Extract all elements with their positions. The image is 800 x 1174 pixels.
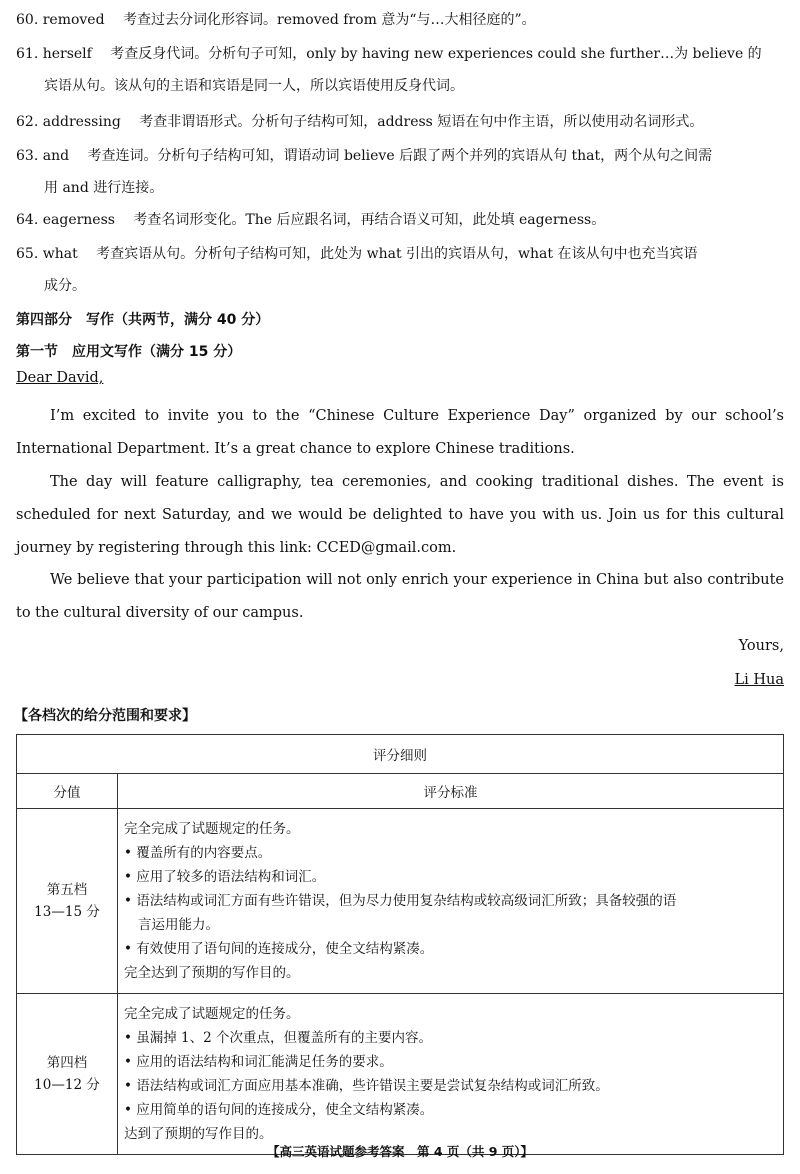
letter-paragraph-2: The day will feature calligraphy, tea ceremonies, and cooking traditional dishes. The event is scheduled for next Saturday, and we would be delighted to have you with us. Join us for this cultural journey by registering through this link: CCED@gmail.com. [16, 474, 784, 556]
scoring-rubric-table [16, 734, 784, 1155]
letter-signature: Li Hua [734, 672, 784, 688]
answer-65 [16, 238, 784, 302]
criteria-cell [118, 809, 784, 994]
answer-explanation-continued: 成分。 [44, 278, 86, 294]
answer-word: eagerness [42, 212, 115, 228]
answer-61 [16, 38, 784, 102]
answer-word: and [42, 148, 70, 164]
band-range: 10—12 分 [34, 1077, 100, 1093]
table-row [17, 994, 784, 1155]
answer-explanation: 考查过去分词化形容词。removed from 意为“与…大相径庭的”。 [123, 12, 536, 28]
column-header-standard: 评分标准 [118, 774, 784, 809]
band-name: 第五档 [46, 882, 88, 898]
answer-explanation: 考查反身代词。分析句子可知，only by having new experiences could she further…为 believe 的 [110, 46, 762, 62]
letter-paragraph-3: We believe that your participation will not only enrich your experience in China but also contribute to the cultural diversity of our campus. [16, 572, 784, 621]
criteria-line: 达到了预期的写作目的。 [124, 1126, 273, 1142]
letter-closing: Yours, [738, 638, 784, 654]
answer-explanation: 考查宾语从句。分析句子结构可知，此处为 what 引出的宾语从句，what 在该从句中也充当宾语 [96, 246, 698, 262]
answer-word: herself [42, 46, 92, 62]
criteria-line: • 应用简单的语句间的连接成分，使全文结构紧凑。 [124, 1102, 434, 1118]
band-name: 第四档 [46, 1055, 88, 1071]
answer-word: removed [42, 12, 105, 28]
criteria-line: 言运用能力。 [138, 917, 219, 933]
band-cell [17, 809, 118, 994]
criteria-line: • 应用的语法结构和词汇能满足任务的要求。 [124, 1054, 393, 1070]
section-1-heading: 第一节 应用文写作（满分 15 分） [16, 344, 242, 360]
criteria-line: • 有效使用了语句间的连接成分，使全文结构紧凑。 [124, 941, 434, 957]
answer-word: what [42, 246, 78, 262]
answer-number: 61. [16, 46, 39, 62]
answer-number: 60. [16, 12, 39, 28]
answer-word: addressing [42, 114, 121, 130]
criteria-line: • 语法结构或词汇方面有些许错误，但为尽力使用复杂结构或较高级词汇所致；具备较强的语 [124, 893, 677, 909]
band-cell [17, 994, 118, 1155]
letter-salutation: Dear David, [16, 370, 104, 386]
column-header-score: 分值 [17, 774, 118, 809]
criteria-line: 完全完成了试题规定的任务。 [124, 821, 300, 837]
rubric-heading: 【各档次的给分范围和要求】 [14, 708, 196, 724]
answer-64 [16, 204, 784, 236]
criteria-cell [118, 994, 784, 1155]
answer-number: 63. [16, 148, 39, 164]
criteria-line: 完全达到了预期的写作目的。 [124, 965, 300, 981]
answer-explanation: 考查连词。分析句子结构可知，谓语动词 believe 后跟了两个并列的宾语从句 that，两个从句之间需 [87, 148, 713, 164]
rubric-header-row [17, 774, 784, 809]
answer-explanation: 考查非谓语形式。分析句子结构可知，address 短语在句中作主语，所以使用动名词形式。 [139, 114, 704, 130]
answer-62 [16, 106, 784, 138]
criteria-line: • 虽漏掉 1、2 个次重点，但覆盖所有的主要内容。 [124, 1030, 433, 1046]
rubric-title-row [17, 735, 784, 774]
rubric-title: 评分细则 [17, 735, 784, 774]
answer-63 [16, 140, 784, 204]
band-range: 13—15 分 [34, 904, 100, 920]
answer-explanation: 考查名词形变化。The 后应跟名词，再结合语义可知，此处填 eagerness。 [133, 212, 606, 228]
answer-explanation-continued: 用 and 进行连接。 [44, 180, 164, 196]
section-4-heading: 第四部分 写作（共两节，满分 40 分） [16, 312, 270, 328]
answer-number: 64. [16, 212, 39, 228]
criteria-line: 完全完成了试题规定的任务。 [124, 1006, 300, 1022]
letter-paragraph-1: I’m excited to invite you to the “Chinese Culture Experience Day” organized by our school’s International Department. It’s a great chance to explore Chinese traditions. [16, 408, 784, 457]
criteria-line: • 覆盖所有的内容要点。 [124, 845, 272, 861]
criteria-line: • 应用了较多的语法结构和词汇。 [124, 869, 326, 885]
table-row [17, 809, 784, 994]
answer-60 [16, 4, 784, 36]
answer-number: 65. [16, 246, 39, 262]
answer-explanation-continued: 宾语从句。该从句的主语和宾语是同一人，所以宾语使用反身代词。 [44, 78, 464, 94]
answer-number: 62. [16, 114, 39, 130]
page-footer: 【高三英语试题参考答案 第 4 页（共 9 页）】 [266, 1144, 534, 1159]
criteria-line: • 语法结构或词汇方面应用基本准确，些许错误主要是尝试复杂结构或词汇所致。 [124, 1078, 609, 1094]
